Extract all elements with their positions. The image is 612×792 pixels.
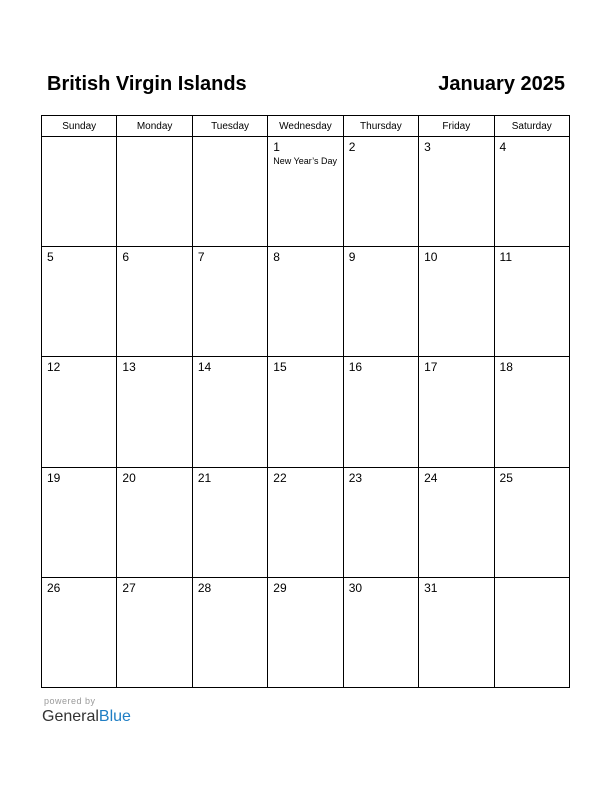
- week-row: [42, 357, 570, 467]
- day-number: 15: [273, 360, 287, 375]
- brand-footer: [42, 696, 131, 727]
- day-number: 19: [47, 470, 61, 485]
- day-number: 11: [499, 250, 512, 265]
- day-cell: [117, 137, 192, 247]
- day-cell: [419, 357, 494, 467]
- day-cell: [42, 357, 117, 467]
- day-cell: [192, 577, 267, 687]
- day-number: 10: [424, 250, 438, 265]
- day-number: 16: [348, 360, 363, 375]
- day-number: 14: [197, 360, 212, 375]
- day-cell: [268, 357, 343, 467]
- day-number: 30: [348, 580, 363, 595]
- day-number: 20: [122, 470, 136, 485]
- day-cell: [42, 137, 117, 247]
- day-cell: [343, 467, 418, 577]
- day-number: 28: [197, 580, 212, 595]
- day-cell: [419, 137, 494, 247]
- day-number: 9: [348, 250, 356, 265]
- day-cell: [419, 247, 494, 357]
- generalblue-logo: [42, 707, 131, 727]
- day-number: 3: [424, 140, 431, 154]
- day-cell: [192, 247, 267, 357]
- day-number: 13: [122, 360, 136, 375]
- day-cell: [192, 137, 267, 247]
- day-cell: [42, 467, 117, 577]
- day-number: 17: [424, 360, 438, 375]
- day-number: 18: [499, 360, 513, 375]
- day-cell: [419, 467, 494, 577]
- week-row: [42, 577, 570, 687]
- powered-by-text: powered by: [44, 696, 96, 706]
- day-cell: [268, 137, 343, 247]
- day-number: 26: [47, 580, 61, 595]
- weekday-sunday: Sunday: [42, 116, 117, 137]
- day-cell: [117, 247, 192, 357]
- day-number: 25: [499, 470, 513, 485]
- day-number: 23: [348, 470, 363, 485]
- day-cell: [494, 577, 569, 687]
- day-number: 5: [47, 250, 54, 265]
- logo-general-text: General: [42, 708, 99, 725]
- day-number: 1: [273, 140, 280, 154]
- weekday-monday: Monday: [117, 116, 192, 137]
- day-number: 21: [197, 470, 212, 485]
- weekday-tuesday: Tuesday: [192, 116, 267, 137]
- day-cell: [343, 137, 418, 247]
- day-number: 8: [273, 250, 280, 265]
- day-number: 24: [424, 470, 438, 485]
- day-number: 29: [273, 580, 287, 595]
- day-number: 2: [348, 140, 356, 154]
- day-number: 7: [197, 250, 205, 265]
- day-number: 6: [122, 250, 130, 265]
- calendar-grid: [41, 115, 570, 688]
- day-cell: [343, 357, 418, 467]
- day-cell: [42, 247, 117, 357]
- day-cell: [494, 247, 569, 357]
- week-row: [42, 247, 570, 357]
- day-cell: [343, 577, 418, 687]
- month-year-title: January 2025: [438, 73, 565, 95]
- holiday-label: New Year’s Day: [273, 156, 337, 166]
- day-cell: [117, 467, 192, 577]
- day-number: 22: [273, 470, 287, 485]
- day-cell: [117, 357, 192, 467]
- day-cell: [494, 137, 569, 247]
- weekday-header-row: [42, 116, 570, 137]
- day-cell: [494, 467, 569, 577]
- day-cell: [268, 247, 343, 357]
- day-cell: [494, 357, 569, 467]
- day-number: [193, 137, 267, 140]
- weekday-wednesday: Wednesday: [268, 116, 343, 137]
- logo-blue-text: Blue: [98, 708, 131, 725]
- week-row: [42, 467, 570, 577]
- day-cell: [268, 577, 343, 687]
- weekday-friday: Friday: [419, 116, 494, 137]
- day-number: 4: [499, 140, 507, 154]
- day-cell: [192, 467, 267, 577]
- day-number: [495, 578, 569, 581]
- day-cell: [42, 577, 117, 687]
- weekday-thursday: Thursday: [343, 116, 418, 137]
- day-number: [42, 137, 116, 140]
- day-number: 27: [122, 580, 136, 595]
- country-title: British Virgin Islands: [47, 73, 247, 95]
- day-cell: [117, 577, 192, 687]
- day-cell: [343, 247, 418, 357]
- day-number: 31: [424, 580, 438, 595]
- day-cell: [192, 357, 267, 467]
- week-row: [42, 137, 570, 247]
- weekday-saturday: Saturday: [494, 116, 569, 137]
- day-number: [117, 137, 191, 140]
- day-cell: [419, 577, 494, 687]
- day-number: 12: [47, 360, 61, 375]
- day-cell: [268, 467, 343, 577]
